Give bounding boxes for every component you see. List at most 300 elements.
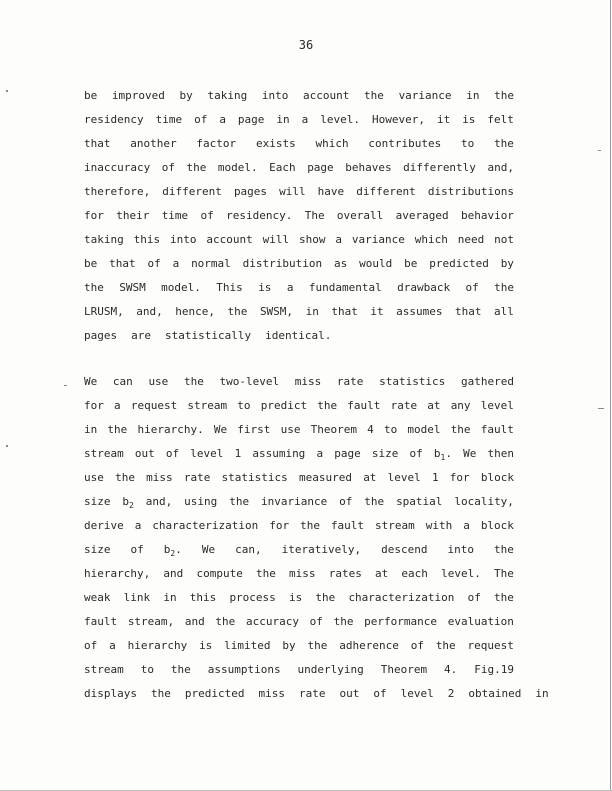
word	[185, 616, 205, 628]
word	[363, 472, 376, 484]
word-text: and	[184, 615, 205, 628]
word	[252, 448, 305, 460]
word-text: factor	[196, 137, 237, 150]
word	[107, 424, 127, 436]
word	[84, 210, 104, 222]
word	[187, 400, 227, 412]
word-text: that	[84, 137, 111, 150]
word	[428, 186, 514, 198]
word	[220, 376, 280, 388]
word-text: contributes	[368, 137, 442, 150]
word-text: and,	[487, 161, 514, 174]
word	[279, 186, 306, 198]
word	[463, 520, 470, 532]
word-text: accuracy	[245, 615, 299, 628]
word-text: be	[84, 89, 98, 102]
word-text: hierarchy.	[137, 423, 204, 436]
word-text: to	[237, 399, 251, 412]
right-margin-rule	[610, 0, 611, 790]
word-text: stream	[84, 447, 124, 460]
word	[451, 400, 471, 412]
word	[162, 210, 189, 222]
word	[84, 114, 144, 126]
word	[337, 376, 364, 388]
word-text: can,	[235, 543, 262, 556]
word-text: miss	[289, 567, 316, 580]
word-text: of	[373, 687, 387, 700]
word-text: rate	[183, 471, 211, 484]
word	[202, 544, 215, 556]
page-number: 36	[298, 38, 314, 52]
word-text: inaccuracy	[84, 161, 151, 174]
word	[437, 114, 450, 126]
word	[298, 664, 364, 676]
word-text: that	[331, 305, 358, 318]
word-text: into	[447, 543, 475, 556]
word	[131, 544, 144, 556]
word	[84, 520, 124, 532]
word	[441, 568, 481, 580]
word	[339, 688, 366, 700]
word	[184, 376, 204, 388]
word-text: LRUSM,	[84, 305, 124, 318]
word-text: the	[494, 137, 514, 150]
word	[141, 664, 154, 676]
word	[299, 234, 326, 246]
text-line	[84, 258, 514, 270]
word	[494, 544, 514, 556]
word-text: at	[427, 399, 441, 412]
word-text: in	[163, 591, 177, 604]
word	[162, 186, 222, 198]
word	[199, 640, 212, 652]
word	[84, 664, 124, 676]
word	[432, 472, 439, 484]
scan-mark	[598, 150, 601, 151]
word	[260, 306, 293, 318]
word	[334, 448, 361, 460]
word-text: distribution	[242, 257, 323, 270]
word-text: the	[494, 89, 514, 102]
word	[175, 306, 215, 318]
word-text: the	[229, 495, 250, 508]
word-text: drawback	[397, 281, 451, 294]
word	[84, 592, 111, 604]
word	[196, 138, 236, 150]
scan-mark	[6, 445, 8, 447]
word	[84, 90, 97, 102]
word-text: is	[288, 591, 303, 604]
word-text: The	[494, 567, 514, 580]
word	[481, 472, 514, 484]
word-text: descend	[381, 543, 428, 556]
word-text: b	[122, 495, 130, 508]
word	[494, 282, 514, 294]
word-text: use	[148, 375, 169, 388]
word	[238, 114, 265, 126]
word	[329, 568, 362, 580]
word-text: Theorem	[380, 663, 428, 676]
word	[201, 210, 214, 222]
text-line	[84, 138, 514, 150]
word-text: a	[463, 519, 470, 532]
word-text: use	[280, 423, 301, 436]
word	[468, 640, 514, 652]
word-text: the	[227, 305, 248, 318]
word	[151, 688, 178, 700]
subscript: 2	[129, 501, 134, 510]
word-text: predict	[260, 399, 308, 412]
word-text: a	[335, 233, 342, 246]
word-text: two-level	[219, 375, 280, 388]
word-text: in	[535, 687, 549, 700]
word-text: SWSM,	[259, 305, 294, 318]
word-text: the	[333, 615, 354, 628]
word-text: any	[450, 399, 471, 412]
word-text: of	[130, 543, 144, 556]
word-text: a	[219, 113, 226, 126]
word-text: residency	[84, 113, 144, 126]
word-text: block	[480, 519, 514, 532]
word	[134, 234, 161, 246]
word	[84, 496, 111, 508]
word	[481, 520, 514, 532]
text-line	[84, 210, 514, 222]
word-text: b	[163, 543, 171, 556]
word	[448, 688, 462, 700]
word	[364, 616, 437, 628]
word-text: the	[107, 423, 128, 436]
word-text: it	[436, 113, 451, 126]
word-text: performance	[364, 615, 438, 628]
word	[494, 306, 514, 318]
word-text: taking	[84, 233, 124, 246]
word	[84, 640, 97, 652]
word-text: fault	[480, 423, 514, 436]
word-text: pages	[84, 329, 118, 342]
word-text: time	[155, 113, 183, 126]
text-line	[84, 640, 514, 652]
word	[331, 306, 358, 318]
word	[462, 114, 475, 126]
word-text: a	[109, 639, 116, 652]
word	[318, 186, 345, 198]
text-line	[84, 376, 514, 388]
text-line	[84, 472, 514, 484]
word	[334, 616, 354, 628]
word-text: However,	[371, 113, 425, 126]
word-text: therefore,	[84, 185, 151, 198]
word-text: statistics	[379, 375, 446, 388]
word-text: to	[140, 663, 154, 676]
word	[163, 568, 183, 580]
word	[146, 472, 173, 484]
word-text: a	[114, 399, 121, 412]
word-text: rate	[390, 399, 418, 412]
word-text: the	[494, 543, 514, 556]
word-text: size	[84, 543, 111, 556]
word	[235, 544, 262, 556]
word	[299, 472, 352, 484]
word	[339, 640, 399, 652]
word-text: identical.	[265, 329, 332, 342]
word	[180, 90, 193, 102]
word	[84, 448, 124, 460]
word-text: by	[179, 89, 193, 102]
word	[404, 258, 417, 270]
word-text: level	[190, 447, 224, 460]
word	[375, 520, 415, 532]
word-text: will	[279, 185, 306, 198]
word-text: then	[487, 447, 514, 460]
word-text: The	[304, 209, 325, 222]
word-text: link	[123, 591, 151, 604]
word	[116, 210, 149, 222]
word	[375, 568, 388, 580]
word-text: stream	[187, 399, 228, 412]
word	[112, 90, 165, 102]
word-text: use	[84, 471, 104, 484]
word-text: rate	[298, 687, 326, 700]
word	[262, 90, 289, 102]
word-text: This	[216, 281, 243, 294]
word-text: of	[465, 281, 479, 294]
word-text: behaves	[345, 161, 392, 174]
word-text: can	[112, 375, 133, 388]
word	[243, 258, 322, 270]
word-text: at	[363, 471, 377, 484]
word	[187, 162, 207, 174]
word	[450, 472, 470, 484]
word-text: in	[305, 305, 319, 318]
word	[109, 640, 116, 652]
word	[407, 424, 440, 436]
word-text: account	[206, 233, 253, 246]
word	[184, 496, 217, 508]
word-text: for	[84, 399, 104, 412]
word	[384, 424, 397, 436]
word	[487, 114, 514, 126]
word-text: the	[170, 663, 191, 676]
word	[299, 688, 333, 700]
word-text: assuming	[252, 447, 306, 460]
word-text: as	[334, 257, 348, 270]
word	[411, 640, 424, 652]
word	[218, 162, 258, 174]
word	[307, 162, 334, 174]
word-text: gathered	[460, 375, 514, 388]
word	[302, 114, 309, 126]
word	[454, 496, 514, 508]
word-text: out	[134, 447, 155, 460]
word	[234, 186, 267, 198]
word	[487, 162, 514, 174]
word	[334, 258, 347, 270]
text-line	[84, 162, 514, 174]
word-text: the	[317, 399, 338, 412]
word	[397, 282, 450, 294]
word	[403, 162, 476, 174]
word-text: hierarchy	[127, 639, 188, 652]
text-line	[84, 687, 549, 700]
word	[84, 258, 97, 270]
word	[229, 496, 249, 508]
word	[265, 330, 338, 342]
word	[436, 640, 456, 652]
word	[173, 258, 180, 270]
word	[345, 162, 391, 174]
word-text: page	[307, 161, 334, 174]
word-text: it	[370, 305, 384, 318]
word	[84, 234, 124, 246]
word	[348, 592, 454, 604]
word	[396, 210, 449, 222]
word	[370, 306, 383, 318]
word	[474, 664, 514, 676]
word-text: their	[116, 209, 150, 222]
word	[339, 496, 352, 508]
word-text: Each	[269, 161, 296, 174]
word	[246, 616, 299, 628]
text-line	[84, 424, 514, 436]
word	[379, 376, 445, 388]
word-text: behavior	[460, 209, 514, 222]
word-text: the	[450, 423, 471, 436]
word	[216, 282, 243, 294]
word	[196, 568, 242, 580]
text-line	[84, 496, 514, 508]
word-text: Theorem	[310, 423, 357, 436]
word	[162, 162, 175, 174]
word	[84, 424, 97, 436]
word	[165, 330, 258, 342]
word-text: b	[433, 447, 441, 460]
word	[185, 688, 252, 700]
word	[372, 114, 425, 126]
word-text: is	[258, 281, 272, 294]
word	[131, 400, 177, 412]
word	[276, 114, 289, 126]
text-line	[84, 186, 514, 198]
word	[310, 616, 323, 628]
word-text: 4.	[444, 663, 458, 676]
word	[161, 282, 201, 294]
word-text: of	[165, 447, 180, 460]
word-text: the	[315, 591, 336, 604]
word-text: with	[425, 519, 453, 532]
word	[171, 664, 191, 676]
word-text: We	[84, 375, 98, 388]
word	[316, 448, 323, 460]
word-text: the	[150, 687, 171, 700]
word-text: assumptions	[207, 663, 281, 676]
word-text: improved	[111, 89, 165, 102]
word-text: underlying	[297, 663, 364, 676]
word	[455, 306, 482, 318]
word-text: the	[186, 161, 207, 174]
word	[494, 592, 514, 604]
word	[388, 472, 421, 484]
word-text: level	[387, 471, 421, 484]
word-text: show	[298, 233, 326, 246]
word	[269, 162, 296, 174]
word-text: obtained	[468, 687, 522, 700]
word	[170, 234, 197, 246]
word	[124, 592, 151, 604]
word	[237, 424, 270, 436]
word	[84, 138, 111, 150]
word-text: of	[194, 113, 208, 126]
word-text: rate	[336, 375, 364, 388]
word-text: level	[480, 399, 514, 412]
word-text: a	[134, 519, 142, 532]
word-text: evaluation	[447, 615, 514, 628]
word-text: will	[262, 233, 290, 246]
word-text: of	[84, 639, 98, 652]
word	[396, 496, 442, 508]
word	[317, 400, 337, 412]
word	[410, 448, 423, 460]
word-text: in	[84, 423, 98, 436]
word-text: not	[494, 233, 514, 246]
word	[261, 496, 327, 508]
word	[146, 496, 173, 508]
word	[229, 592, 275, 604]
word-text: locality,	[454, 495, 514, 508]
word	[115, 472, 135, 484]
word-text: the	[494, 281, 514, 294]
word-text: each	[401, 567, 428, 580]
word	[337, 210, 383, 222]
word	[256, 138, 296, 150]
word	[84, 688, 144, 700]
word	[444, 664, 457, 676]
word	[84, 162, 150, 174]
word	[113, 376, 133, 388]
word-text: measured	[299, 471, 352, 484]
word-text: are	[131, 329, 151, 342]
word	[494, 568, 514, 580]
word-text: statistically	[165, 329, 252, 342]
word-text: We	[213, 423, 228, 436]
word-text: fault	[330, 519, 365, 532]
word-text: have	[317, 185, 345, 198]
word-text: stream	[84, 663, 124, 676]
punctuation: .	[445, 447, 452, 460]
word-text: level	[400, 687, 434, 700]
word-text: felt	[487, 113, 514, 126]
word-text: into	[170, 233, 197, 246]
text-line	[84, 306, 514, 318]
word-text: hence,	[175, 305, 216, 318]
word-text: 1	[234, 447, 242, 460]
text-line	[84, 330, 514, 342]
word	[84, 400, 104, 412]
word	[303, 90, 349, 102]
subscript: 1	[440, 453, 446, 462]
word-text: which	[414, 233, 448, 246]
word	[494, 234, 514, 246]
word-text: out	[339, 687, 360, 700]
word	[135, 520, 142, 532]
word-text: overall	[336, 209, 384, 222]
word-text: stream,	[127, 615, 175, 628]
word-text: predicted	[429, 257, 489, 270]
word-text: at	[375, 567, 389, 580]
word	[494, 90, 514, 102]
word-text: for	[84, 209, 104, 222]
word	[367, 424, 374, 436]
